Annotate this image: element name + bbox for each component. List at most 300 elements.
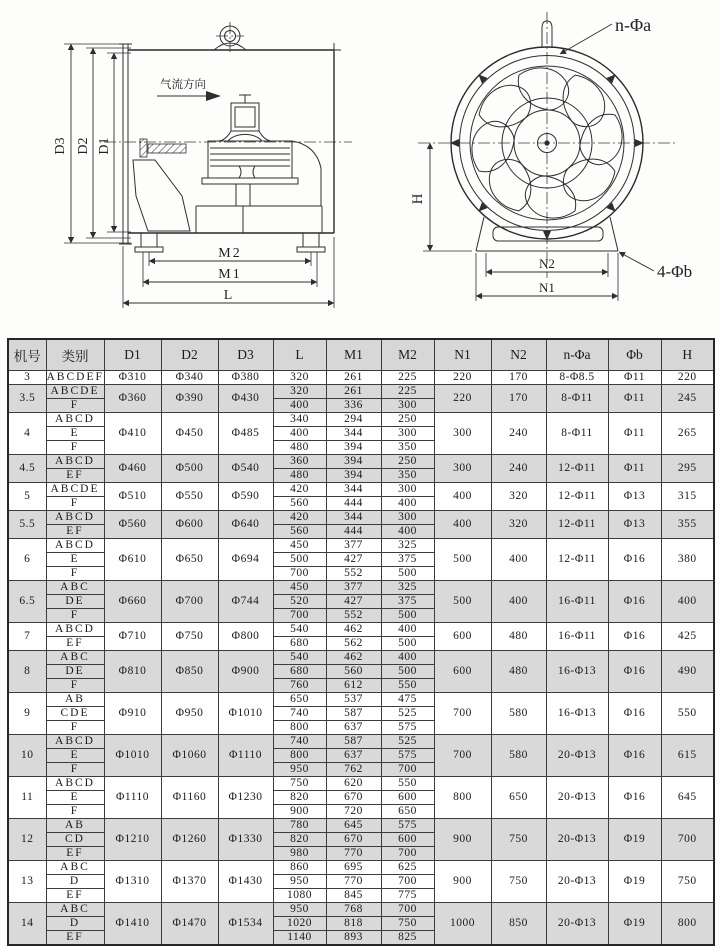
cell-d3: Φ485 (218, 413, 273, 455)
cell-h: 380 (661, 539, 714, 581)
cell-l: 420 (273, 511, 326, 525)
cell-phib: Φ16 (608, 693, 661, 735)
cell-n1: 220 (434, 371, 491, 385)
cell-phib: Φ19 (608, 903, 661, 946)
cell-d2: Φ600 (161, 511, 218, 539)
column-header-11: Φb (608, 339, 661, 371)
cell-size: 11 (8, 777, 46, 819)
cell-m2: 600 (381, 791, 434, 805)
cell-d2: Φ950 (161, 693, 218, 735)
cell-d3: Φ900 (218, 651, 273, 693)
cell-size: 12 (8, 819, 46, 861)
dim-label-m1: M1 (218, 267, 242, 282)
cell-d1: Φ510 (104, 483, 161, 511)
inlet-cone (133, 160, 190, 231)
cell-m2: 300 (381, 427, 434, 441)
cell-phib: Φ19 (608, 861, 661, 903)
cell-m1: 427 (326, 595, 381, 609)
table-row-size-6 (8, 539, 714, 553)
cell-m1: 637 (326, 721, 381, 735)
cell-d2: Φ1060 (161, 735, 218, 777)
cell-m2: 400 (381, 623, 434, 637)
cell-n2: 750 (491, 861, 546, 903)
cell-class: EF (46, 525, 104, 539)
cell-h: 400 (661, 581, 714, 623)
cell-l: 740 (273, 735, 326, 749)
cell-m1: 261 (326, 385, 381, 399)
motor-assembly (196, 95, 322, 233)
column-header-2: D1 (104, 339, 161, 371)
cell-m1: 336 (326, 399, 381, 413)
cell-m2: 575 (381, 749, 434, 763)
cell-class: F (46, 679, 104, 693)
cell-na: 16-Φ13 (546, 693, 608, 735)
dim-label-d1: D1 (97, 137, 112, 155)
cell-l: 420 (273, 483, 326, 497)
dimension-table (7, 338, 715, 946)
cell-l: 950 (273, 903, 326, 917)
cell-d3: Φ380 (218, 371, 273, 385)
cell-m1: 620 (326, 777, 381, 791)
cell-phib: Φ16 (608, 651, 661, 693)
cell-l: 740 (273, 707, 326, 721)
cell-h: 550 (661, 693, 714, 735)
cell-l: 800 (273, 721, 326, 735)
bolt-spec-label: n-Φa (615, 15, 652, 35)
cell-m1: 612 (326, 679, 381, 693)
cell-m1: 344 (326, 427, 381, 441)
column-header-0: 机号 (8, 339, 46, 371)
cell-m2: 400 (381, 497, 434, 511)
table-row-size-5.5 (8, 511, 714, 525)
cell-d1: Φ410 (104, 413, 161, 455)
cell-m1: 537 (326, 693, 381, 707)
cell-m2: 325 (381, 581, 434, 595)
technical-drawings (0, 0, 720, 334)
cell-m1: 637 (326, 749, 381, 763)
cell-l: 860 (273, 861, 326, 875)
cell-m2: 700 (381, 847, 434, 861)
cell-l: 780 (273, 819, 326, 833)
cell-d3: Φ1110 (218, 735, 273, 777)
cell-l: 700 (273, 567, 326, 581)
cell-m1: 695 (326, 861, 381, 875)
cell-m2: 700 (381, 763, 434, 777)
table-row-size-11 (8, 777, 714, 791)
cell-l: 750 (273, 777, 326, 791)
dim-label-h: H (410, 193, 426, 205)
cell-m1: 462 (326, 651, 381, 665)
cell-n2: 480 (491, 623, 546, 651)
cell-n1: 600 (434, 623, 491, 651)
column-header-5: L (273, 339, 326, 371)
cell-size: 3 (8, 371, 46, 385)
cell-n1: 600 (434, 651, 491, 693)
cell-d1: Φ660 (104, 581, 161, 623)
cell-h: 220 (661, 371, 714, 385)
cell-size: 10 (8, 735, 46, 777)
table-row-size-4.5 (8, 455, 714, 469)
cell-n1: 700 (434, 693, 491, 735)
column-header-9: N2 (491, 339, 546, 371)
cell-m1: 645 (326, 819, 381, 833)
cell-m1: 587 (326, 707, 381, 721)
cell-class: ABCD (46, 511, 104, 525)
cell-h: 645 (661, 777, 714, 819)
cell-l: 340 (273, 413, 326, 427)
cell-m1: 587 (326, 735, 381, 749)
cell-phib: Φ16 (608, 735, 661, 777)
cell-na: 20-Φ13 (546, 903, 608, 946)
cell-m1: 560 (326, 665, 381, 679)
cell-n1: 900 (434, 819, 491, 861)
cell-d1: Φ310 (104, 371, 161, 385)
cell-size: 8 (8, 651, 46, 693)
cell-m1: 377 (326, 581, 381, 595)
cell-l: 980 (273, 847, 326, 861)
cell-m2: 700 (381, 903, 434, 917)
cell-l: 560 (273, 525, 326, 539)
cell-d2: Φ1260 (161, 819, 218, 861)
column-header-12: H (661, 339, 714, 371)
cell-l: 900 (273, 805, 326, 819)
cell-m2: 600 (381, 833, 434, 847)
cell-m2: 400 (381, 525, 434, 539)
cell-d3: Φ1534 (218, 903, 273, 946)
table-row-size-3.5 (8, 385, 714, 399)
cell-class: E (46, 791, 104, 805)
dim-label-m2: M2 (218, 246, 242, 261)
table-row-size-12 (8, 819, 714, 833)
cell-m1: 670 (326, 791, 381, 805)
column-header-4: D3 (218, 339, 273, 371)
cell-class: F (46, 399, 104, 413)
cell-d3: Φ430 (218, 385, 273, 413)
cell-na: 20-Φ13 (546, 819, 608, 861)
cell-n2: 400 (491, 539, 546, 581)
cell-n2: 170 (491, 385, 546, 413)
column-header-8: N1 (434, 339, 491, 371)
table-body (8, 371, 714, 946)
cell-d1: Φ610 (104, 539, 161, 581)
cell-h: 245 (661, 385, 714, 413)
table-header (8, 339, 714, 371)
cell-m2: 525 (381, 707, 434, 721)
cell-class: ABCD (46, 777, 104, 791)
cell-h: 295 (661, 455, 714, 483)
cell-m2: 300 (381, 399, 434, 413)
cell-d2: Φ650 (161, 539, 218, 581)
cell-m2: 825 (381, 931, 434, 946)
cell-l: 520 (273, 595, 326, 609)
cell-na: 20-Φ13 (546, 735, 608, 777)
cell-m2: 575 (381, 819, 434, 833)
cell-m1: 394 (326, 469, 381, 483)
cell-class: ABCDE (46, 483, 104, 497)
cell-l: 400 (273, 427, 326, 441)
table-row-size-14 (8, 903, 714, 917)
cell-m2: 550 (381, 777, 434, 791)
cell-d1: Φ460 (104, 455, 161, 483)
cell-class: ABC (46, 903, 104, 917)
cell-h: 425 (661, 623, 714, 651)
cell-n1: 400 (434, 511, 491, 539)
dim-label-n1: N1 (539, 280, 555, 295)
cell-class: F (46, 567, 104, 581)
cell-phib: Φ11 (608, 413, 661, 455)
cell-n2: 320 (491, 483, 546, 511)
cell-class: DE (46, 665, 104, 679)
cell-size: 4 (8, 413, 46, 455)
cell-m1: 720 (326, 805, 381, 819)
cell-m1: 344 (326, 483, 381, 497)
cell-m1: 768 (326, 903, 381, 917)
cell-phib: Φ13 (608, 483, 661, 511)
cell-m1: 261 (326, 371, 381, 385)
cell-na: 20-Φ13 (546, 777, 608, 819)
cell-class: AB (46, 819, 104, 833)
cell-class: DE (46, 595, 104, 609)
cell-size: 13 (8, 861, 46, 903)
cell-d2: Φ340 (161, 371, 218, 385)
cell-h: 700 (661, 819, 714, 861)
cell-l: 400 (273, 399, 326, 413)
cell-class: ABC (46, 581, 104, 595)
cell-l: 680 (273, 665, 326, 679)
cell-l: 450 (273, 539, 326, 553)
cell-d3: Φ1330 (218, 819, 273, 861)
cell-m1: 344 (326, 511, 381, 525)
cell-n1: 800 (434, 777, 491, 819)
cell-d2: Φ1470 (161, 903, 218, 946)
front-view-drawing (410, 12, 692, 301)
cell-class: ABCDEF (46, 370, 104, 383)
cell-h: 750 (661, 861, 714, 903)
cell-h: 355 (661, 511, 714, 539)
cell-size: 6.5 (8, 581, 46, 623)
cell-h: 800 (661, 903, 714, 946)
dim-label-d2: D2 (76, 137, 91, 155)
cell-l: 450 (273, 581, 326, 595)
cell-phib: Φ11 (608, 385, 661, 413)
cell-class: F (46, 721, 104, 735)
cell-d1: Φ1310 (104, 861, 161, 903)
cell-phib: Φ16 (608, 539, 661, 581)
table-row-size-6.5 (8, 581, 714, 595)
cell-m2: 300 (381, 483, 434, 497)
cell-m2: 475 (381, 693, 434, 707)
cell-l: 820 (273, 833, 326, 847)
cell-m1: 294 (326, 413, 381, 427)
cell-class: EF (46, 889, 104, 903)
cell-m1: 818 (326, 917, 381, 931)
cell-l: 480 (273, 441, 326, 455)
cell-phib: Φ19 (608, 819, 661, 861)
cell-class: ABCD (46, 413, 104, 427)
cell-class: E (46, 427, 104, 441)
table-row-size-5 (8, 483, 714, 497)
table-row-size-10 (8, 735, 714, 749)
cell-m1: 562 (326, 637, 381, 651)
cell-class: EF (46, 931, 104, 946)
foot-bolt-leader-line (619, 252, 654, 271)
cell-size: 9 (8, 693, 46, 735)
cell-d3: Φ1230 (218, 777, 273, 819)
cell-d2: Φ550 (161, 483, 218, 511)
cell-m2: 250 (381, 413, 434, 427)
cell-d3: Φ694 (218, 539, 273, 581)
cell-class: ABCD (46, 455, 104, 469)
table-row-size-13 (8, 861, 714, 875)
cell-m2: 500 (381, 567, 434, 581)
cell-l: 560 (273, 497, 326, 511)
cell-d2: Φ750 (161, 623, 218, 651)
cell-l: 540 (273, 623, 326, 637)
lifting-eye (214, 22, 246, 52)
cell-m2: 700 (381, 875, 434, 889)
cell-d2: Φ1370 (161, 861, 218, 903)
cell-size: 5.5 (8, 511, 46, 539)
cell-m2: 500 (381, 637, 434, 651)
column-header-7: M2 (381, 339, 434, 371)
cell-l: 800 (273, 749, 326, 763)
cell-class: ABCDE (46, 385, 104, 399)
cell-d3: Φ590 (218, 483, 273, 511)
cell-class: ABCD (46, 735, 104, 749)
cell-l: 1140 (273, 931, 326, 946)
cell-m1: 845 (326, 889, 381, 903)
cell-m1: 462 (326, 623, 381, 637)
cell-class: F (46, 763, 104, 777)
cell-n2: 240 (491, 455, 546, 483)
table-row-size-4 (8, 413, 714, 427)
cell-m1: 893 (326, 931, 381, 946)
cell-l: 320 (273, 385, 326, 399)
cell-m2: 225 (381, 385, 434, 399)
cell-m2: 350 (381, 469, 434, 483)
cell-size: 6 (8, 539, 46, 581)
cell-l: 320 (273, 371, 326, 385)
cell-l: 950 (273, 875, 326, 889)
cell-m2: 250 (381, 455, 434, 469)
cell-n1: 300 (434, 413, 491, 455)
cell-n1: 1000 (434, 903, 491, 946)
cell-d1: Φ1410 (104, 903, 161, 946)
column-header-1: 类别 (46, 339, 104, 371)
cell-class: E (46, 553, 104, 567)
cell-class: CD (46, 833, 104, 847)
cell-size: 14 (8, 903, 46, 946)
cell-class: E (46, 749, 104, 763)
cell-class: D (46, 917, 104, 931)
cell-h: 265 (661, 413, 714, 455)
cell-d3: Φ1010 (218, 693, 273, 735)
cell-n2: 580 (491, 693, 546, 735)
cell-d2: Φ390 (161, 385, 218, 413)
cell-d3: Φ1430 (218, 861, 273, 903)
cell-class: F (46, 805, 104, 819)
cell-m2: 350 (381, 441, 434, 455)
cell-n2: 580 (491, 735, 546, 777)
cell-l: 1020 (273, 917, 326, 931)
cell-phib: Φ13 (608, 511, 661, 539)
cell-l: 760 (273, 679, 326, 693)
cell-n2: 480 (491, 651, 546, 693)
column-header-6: M1 (326, 339, 381, 371)
cell-class: ABC (46, 861, 104, 875)
cell-n2: 850 (491, 903, 546, 946)
cell-n1: 220 (434, 385, 491, 413)
cell-na: 12-Φ11 (546, 539, 608, 581)
cell-m2: 525 (381, 735, 434, 749)
cell-d3: Φ640 (218, 511, 273, 539)
cell-n2: 750 (491, 819, 546, 861)
cell-class: EF (46, 469, 104, 483)
cell-l: 540 (273, 651, 326, 665)
airflow-arrow-icon (157, 91, 221, 101)
cell-d1: Φ1110 (104, 777, 161, 819)
cell-m1: 552 (326, 609, 381, 623)
cell-m2: 625 (381, 861, 434, 875)
cell-na: 16-Φ13 (546, 651, 608, 693)
cell-na: 12-Φ11 (546, 511, 608, 539)
cell-class: D (46, 875, 104, 889)
cell-m2: 375 (381, 553, 434, 567)
cell-n2: 170 (491, 371, 546, 385)
cell-m2: 400 (381, 651, 434, 665)
dim-label-n2: N2 (539, 256, 555, 271)
cell-l: 500 (273, 553, 326, 567)
cell-phib: Φ16 (608, 581, 661, 623)
cell-n1: 500 (434, 581, 491, 623)
cell-n2: 320 (491, 511, 546, 539)
cell-d1: Φ560 (104, 511, 161, 539)
cell-n2: 240 (491, 413, 546, 455)
cell-n1: 300 (434, 455, 491, 483)
cell-n1: 400 (434, 483, 491, 511)
cell-class: ABCD (46, 539, 104, 553)
cell-d3: Φ744 (218, 581, 273, 623)
cell-na: 8-Φ11 (546, 413, 608, 455)
table-row-size-8 (8, 651, 714, 665)
table-row-size-9 (8, 693, 714, 707)
side-view-drawing (53, 22, 352, 308)
cell-h: 315 (661, 483, 714, 511)
cell-n1: 700 (434, 735, 491, 777)
cell-d1: Φ910 (104, 693, 161, 735)
cell-size: 4.5 (8, 455, 46, 483)
cell-phib: Φ11 (608, 455, 661, 483)
dim-label-l: L (223, 288, 233, 303)
cell-phib: Φ11 (608, 371, 661, 385)
cell-m2: 500 (381, 609, 434, 623)
cell-m1: 670 (326, 833, 381, 847)
cell-class: EF (46, 637, 104, 651)
cell-d1: Φ360 (104, 385, 161, 413)
cell-class: CDE (46, 707, 104, 721)
cell-size: 5 (8, 483, 46, 511)
cell-m2: 375 (381, 595, 434, 609)
cell-h: 615 (661, 735, 714, 777)
dim-label-d3: D3 (53, 137, 68, 155)
cell-m2: 575 (381, 721, 434, 735)
cell-phib: Φ16 (608, 623, 661, 651)
column-header-10: n-Φa (546, 339, 608, 371)
cell-d2: Φ850 (161, 651, 218, 693)
airflow-direction-label: 气流方向 (160, 79, 206, 91)
cell-na: 16-Φ11 (546, 581, 608, 623)
cell-na: 8-Φ11 (546, 385, 608, 413)
